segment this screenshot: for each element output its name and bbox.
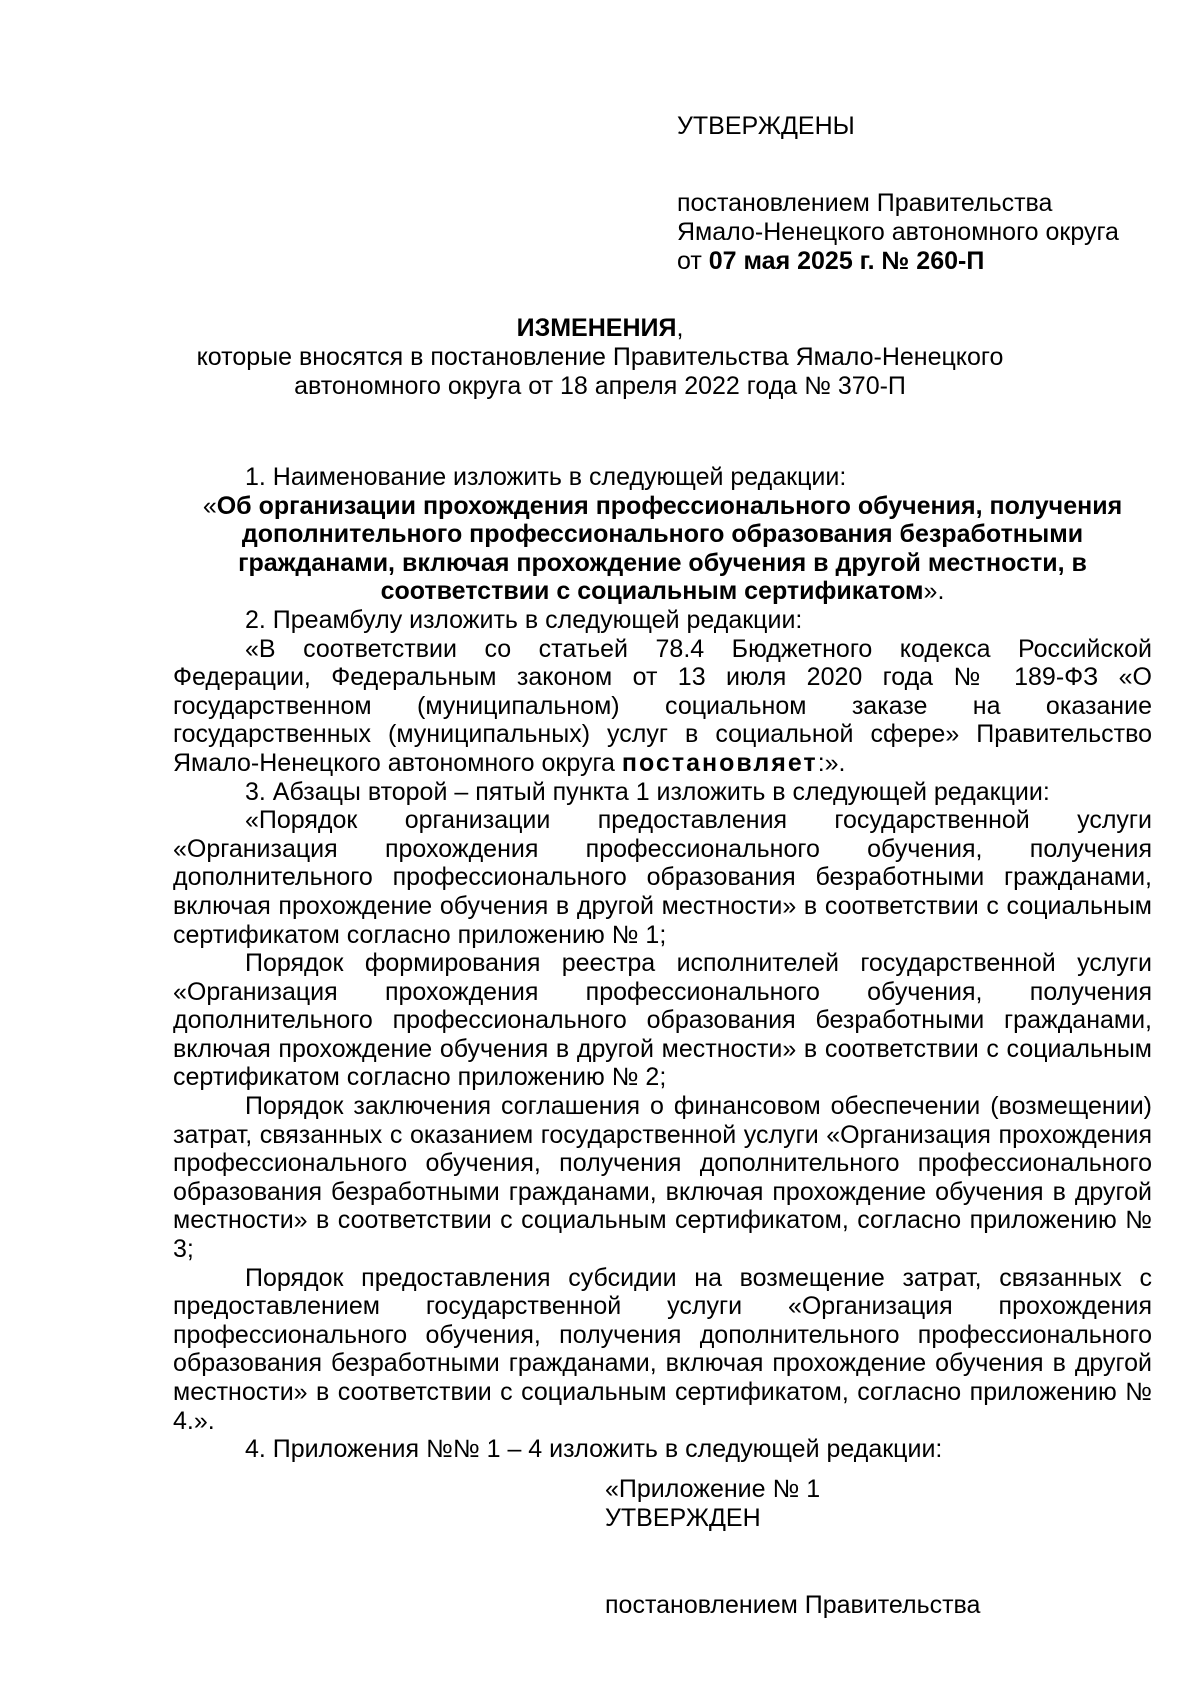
- title-main: ИЗМЕНЕНИЯ: [516, 314, 677, 342]
- item-4: 4. Приложения №№ 1 – 4 изложить в следующей редакции:: [245, 1435, 943, 1464]
- item-1-new-title: [173, 492, 1152, 606]
- title-suffix: ,: [676, 314, 684, 342]
- approved-label: УТВЕРЖДЕНЫ: [677, 112, 855, 140]
- appendix-approved: УТВЕРЖДЕН: [605, 1504, 761, 1532]
- quote-close: ».: [923, 577, 945, 606]
- appendix-header: [605, 1475, 1125, 1620]
- item-3-paragraph-d: Порядок предоставления субсидии на возмещение затрат, связанных с предоставлением государственной услуги «Организация прохождения профессионального обучения, получения дополнительного профессионального образования безработными гражданами, включая прохождение обучения в другой местности» в соответствии с социальным сертификатом, согласно приложению № 4.».: [173, 1263, 1152, 1435]
- appendix-resolution: постановлением Правительства: [605, 1591, 981, 1619]
- title-heading: [150, 314, 1050, 343]
- title-line-2: автономного округа от 18 апреля 2022 года № 370-П: [294, 372, 906, 400]
- item-3-paragraph-c: Порядок заключения соглашения о финансовом обеспечении (возмещении) затрат, связанных с оказанием государственной услуги «Организация прохождения профессионального обучения, получения дополнительного профессионального образования безработными гражданами, включая прохождение обучения в другой местности» в соответствии с социальным сертификатом, согласно приложению № 3;: [173, 1092, 1152, 1264]
- preamble-end: :».: [817, 748, 846, 777]
- document-title: [150, 314, 1050, 401]
- item-3-paragraph-a: «Порядок организации предоставления государственной услуги «Организация прохождения профессионального обучения, получения дополнительного профессионального образования безработными гражданами, включая прохождение обучения в другой местности» в соответствии с социальным сертификатом согласно приложению № 1;: [173, 806, 1152, 949]
- preamble-text: «В соответствии со статьей 78.4 Бюджетного кодекса Российской Федерации, Федеральным законом от 13 июля 2020 года № 189-ФЗ «О государственном (муниципальном) социальном заказе на оказание государственных (муниципальных) услуг в социальной сфере» Правительство Ямало-Ненецкого автономного округа: [173, 634, 1152, 777]
- preamble-bold-word: постановляет: [621, 748, 818, 777]
- quote-open: «: [202, 491, 217, 520]
- item-2-preamble: [173, 635, 1152, 778]
- approval-stamp-block: [677, 112, 1157, 276]
- resolution-line-2: Ямало-Ненецкого автономного округа: [677, 218, 1119, 246]
- new-title-text: Об организации прохождения профессионального обучения, получения дополнительного профессионального образования безработными гражданами, включая прохождение обучения в другой местности, в соответствии с социальным сертификатом: [216, 491, 1123, 606]
- resolution-date: [677, 247, 1157, 276]
- appendix-label: «Приложение № 1: [605, 1475, 821, 1503]
- document-body: [173, 463, 1152, 1464]
- title-line-1: которые вносятся в постановление Правительства Ямало-Ненецкого: [196, 343, 1004, 371]
- date-number: 07 мая 2025 г. № 260-П: [708, 247, 985, 275]
- item-2: 2. Преамбулу изложить в следующей редакции:: [245, 605, 803, 634]
- item-3-paragraph-b: Порядок формирования реестра исполнителей государственной услуги «Организация прохождения профессионального обучения, получения дополнительного профессионального образования безработными гражданами, включая прохождение обучения в другой местности» в соответствии с социальным сертификатом согласно приложению № 2;: [173, 949, 1152, 1092]
- item-1: 1. Наименование изложить в следующей редакции:: [245, 463, 847, 491]
- item-3: 3. Абзацы второй – пятый пункта 1 изложить в следующей редакции:: [245, 777, 1050, 806]
- resolution-line-1: постановлением Правительства: [677, 189, 1053, 217]
- date-prefix: от: [677, 247, 709, 275]
